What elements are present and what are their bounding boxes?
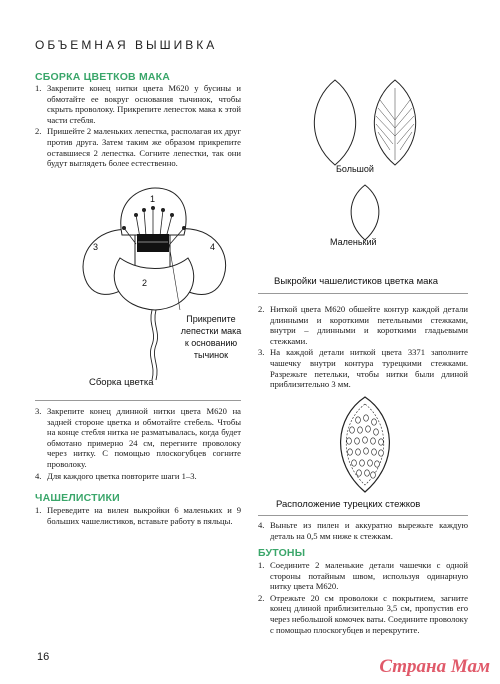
section-title-sepals: ЧАШЕЛИСТИКИ — [35, 492, 120, 504]
buds-steps — [258, 560, 468, 636]
sepal-patterns-illustration — [290, 70, 440, 245]
list-item: 2. Ниткой цвета М620 обшейте контур каждой детали длинными и короткими петельными стежками, внутри – длинными и короткими гладьевыми стежками. — [258, 304, 468, 346]
assembly-steps — [35, 83, 241, 170]
petal-number: 3 — [93, 242, 99, 252]
sepal-steps-continued — [258, 520, 468, 542]
attach-petals-callout: Прикрепите лепестки мака к основанию тычинок — [180, 314, 242, 360]
flower-assembly-illustration — [60, 180, 250, 395]
section-title-buds: БУТОНЫ — [258, 547, 306, 559]
label-big: Большой — [336, 164, 374, 174]
list-item: 2. Отрежьте 20 см проволоки с покрытием, загните конец длиной приблизительно 3,5 см, пропустив его через небольшой комочек ваты. Соедините проволоку с помощью плоскогубцев и перекрутите. — [258, 592, 468, 635]
page-header: ОБЪЕМНАЯ ВЫШИВКА — [35, 38, 218, 52]
turkish-stitch-illustration — [320, 392, 410, 497]
turkish-stitch-caption: Расположение турецких стежков — [276, 499, 421, 510]
divider — [35, 400, 241, 401]
list-item: 1. Закрепите конец нитки цвета М620 у бусины и обмотайте ее вокруг основания тычинок, чтобы скрыть проволоку. Прикрепите лепесток мака к этой части стебля. — [35, 83, 241, 125]
sepal-steps — [258, 304, 468, 391]
assembly-steps-continued — [35, 406, 241, 482]
list-item: 4. Выньте из пилен и аккуратно вырежьте каждую деталь на 0,5 мм ниже к стежкам. — [258, 520, 468, 541]
sepals-steps — [35, 505, 241, 527]
petal-number: 2 — [142, 278, 148, 288]
patterns-caption: Выкройки чашелистиков цветка мака — [274, 276, 439, 287]
divider — [258, 515, 468, 516]
list-item: 1. Переведите на вилен выкройки 6 маленьких и 9 больших чашелистиков, вставьте работу в пяльцы. — [35, 505, 241, 526]
list-item: 1. Соедините 2 маленькие детали чашечки с одной стороны потайным швом, используя одинарную нитку цвета М620. — [258, 560, 468, 592]
page-number: 16 — [37, 651, 50, 663]
list-item: 3. Закрепите конец длинной нитки цвета М620 на задней стороне цветка и обмотайте стебель. Чтобы на конце стебля нитка не разматывалась, когда будет обмотано примерно 24 см, перегните проволоку через нитку. С помощью плоскогубцев согните проволоку. — [35, 406, 241, 469]
list-item: 4. Для каждого цветка повторите шаги 1–3. — [35, 470, 197, 481]
watermark-logo: Страна Мам — [379, 656, 490, 677]
divider — [258, 293, 468, 294]
list-item: 2. Пришейте 2 маленьких лепестка, располагая их друг против друга. Затем таким же образом прикрепите оставшиеся 2 лепестка. Согните лепестки, так они будут выглядеть более естественно. — [35, 126, 241, 169]
petal-number: 4 — [210, 242, 216, 252]
label-small: Маленький — [330, 237, 377, 247]
list-item: 3. На каждой детали ниткой цвета 3371 заполните чашечку внутри контура турецкими стежками. Разрежьте петельки, чтобы нитки были длиной приблизительно 3 мм. — [258, 347, 468, 390]
petal-number: 1 — [150, 194, 156, 204]
section-title-assembly: СБОРКА ЦВЕТКОВ МАКА — [35, 71, 171, 83]
assembly-caption: Сборка цветка — [89, 377, 154, 388]
